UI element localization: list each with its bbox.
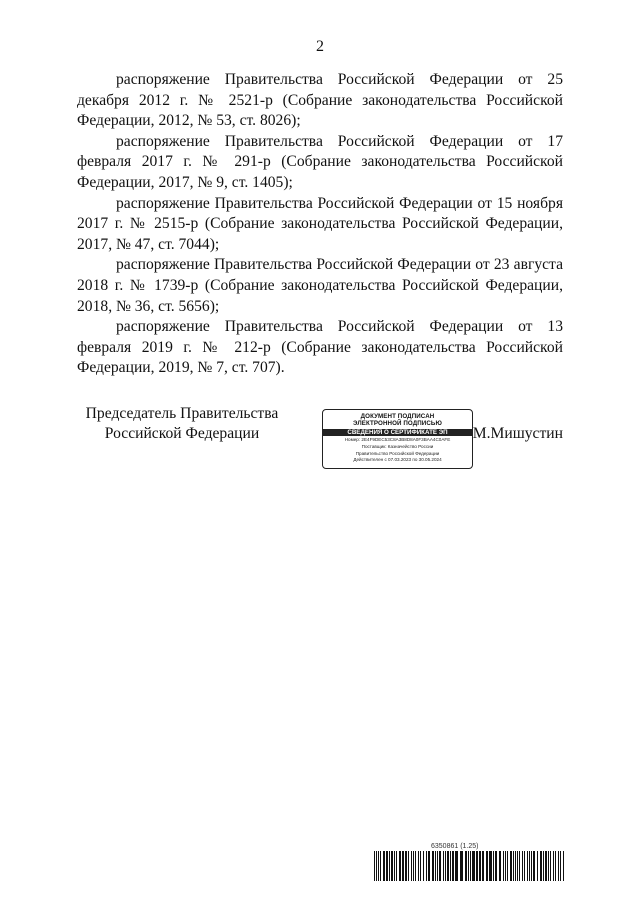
signer-title (77, 404, 287, 444)
stamp-certificate-band: СВЕДЕНИЯ О СЕРТИФИКАТЕ ЭП (323, 429, 472, 437)
signer-title-line: Российской Федерации (104, 425, 260, 442)
barcode-label: 6350861 (1.25) (431, 843, 479, 850)
paragraph: распоряжение Правительства Российской Федерации от 23 августа 2018 г. № 1739-р (Собрание законодательства Российской Федерации, 2018, № 36, ст. 5656); (77, 256, 563, 315)
stamp-heading: ДОКУМЕНТ ПОДПИСАН (360, 413, 435, 420)
signer-name: М.Мишустин (472, 425, 563, 442)
signer-title-line: Председатель Правительства (85, 405, 279, 422)
electronic-signature-stamp (322, 409, 473, 469)
paragraph: распоряжение Правительства Российской Федерации от 17 февраля 2017 г. № 291-р (Собрание законодательства Российской Федерации, 2017, № 9, ст. 1405); (77, 132, 563, 191)
stamp-issuer: Поставщик: Казначейство России (361, 444, 434, 449)
paragraph: распоряжение Правительства Российской Федерации от 15 ноября 2017 г. № 2515-р (Собрание законодательства Российской Федерации, 2017, № 47, ст. 7044); (77, 194, 563, 253)
paragraph: распоряжение Правительства Российской Федерации от 25 декабря 2012 г. № 2521-р (Собрание законодательства Российской Федерации, 2012, № 53, ст. 8026); (77, 71, 563, 130)
stamp-issuer: Правительство Российской Федерации (355, 450, 440, 456)
stamp-serial: Номер: 2E4F9DEC53C8A3B8D8A0F3BAA4C0AFE (344, 437, 451, 443)
paragraph: распоряжение Правительства Российской Федерации от 13 февраля 2019 г. № 212-р (Собрание законодательства Российской Федерации, 2019, № 7, ст. 707). (77, 318, 563, 377)
stamp-heading: ЭЛЕКТРОННОЙ ПОДПИСЬЮ (353, 420, 442, 428)
stamp-validity: Действителен с 07.03.2023 по 30.05.2024 (353, 457, 442, 463)
page-number: 2 (316, 38, 324, 55)
document-body (77, 70, 563, 379)
barcode (374, 851, 564, 881)
